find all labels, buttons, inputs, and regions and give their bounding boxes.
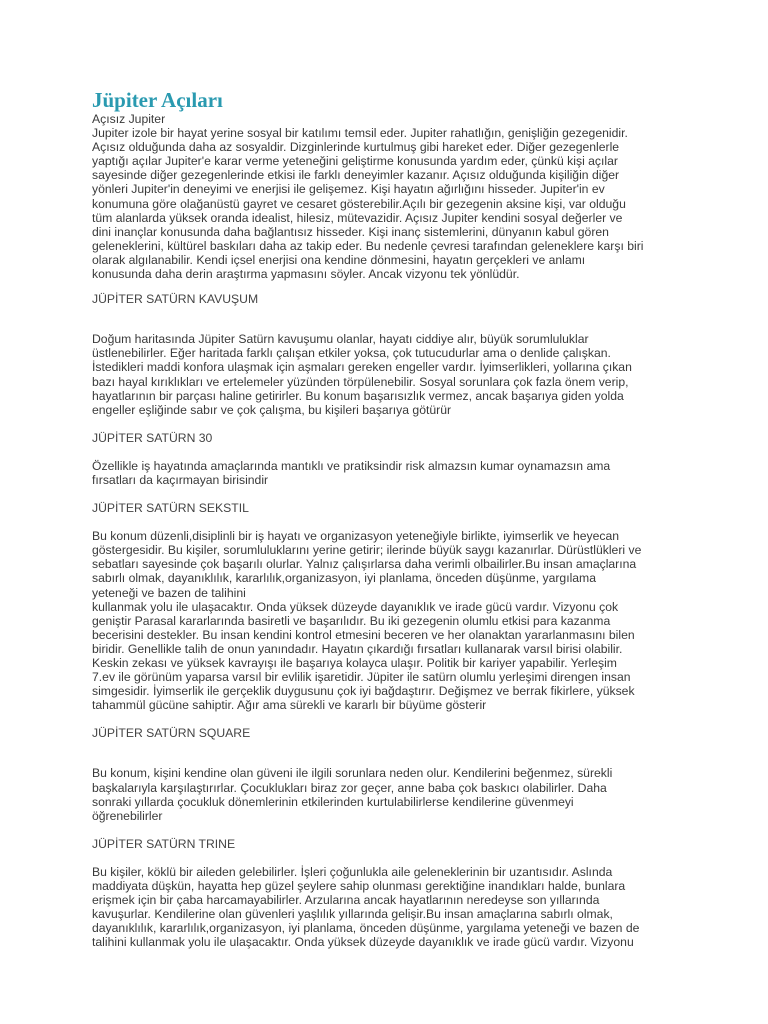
paragraph-line: Bu konum düzenli,disiplinli bir iş hayatı ve organizasyon yeteneğiyle birlikte, iyimserlik ve heyecan [92,529,620,544]
paragraph-line: geleneklerini, kültürel baskıları daha az takip eder. Bu nedenle çevresi tarafından geleneklere karşı biri [92,238,644,253]
paragraph-line: dini inançlar konusunda daha bağlantısız hisseder. Kişi inanç sistemlerini, dünyanın kabul gören [92,224,609,239]
paragraph-line: konumuna göre olağanüstü gayret ve cesaret gösterebilir.Açılı bir gezegenin aksine kişi, var olduğu [92,196,626,211]
paragraph-line: üstlenebilirler. Eğer haritada farklı çalışan etkiler yoksa, çok tutucudurlar ama o denlide çalışkan. [92,346,611,361]
paragraph-line: Özellikle iş hayatında amaçlarında mantıklı ve pratiksindir risk almazsın kumar oynamazsın ama [92,458,611,473]
section-paragraph-sekstil [92,529,672,712]
paragraph-line: başkalarıyla karşılaştırırlar. Çocuklukları biraz zor geçer, anne baba çok baskıcı olabilirler. Daha [92,780,607,795]
paragraph-line: öğrenebilirler [92,808,163,823]
paragraph-line: Doğum haritasında Jüpiter Satürn kavuşumu olanlar, hayatı ciddiye alır, büyük sorumluluklar [92,332,589,347]
paragraph-line: Bu konum, kişini kendine olan güveni ile ilgili sorunlara neden olur. Kendilerini beğenmez, sürekli [92,766,613,781]
paragraph-line: maddiyata düşkün, hayatta hep güzel şeylere sahip olunması gerektiğine inandıkları halde, bunlara [92,879,626,894]
paragraph-line: Keskin zekası ve yüksek kavrayışı ile başarıya kolayca ulaşır. Politik bir kariyer yapabilir. Yerleşim [92,656,617,670]
section-heading-square: JÜPİTER SATÜRN SQUARE [92,726,251,741]
paragraph-line: talihini kullanmak yolu ile ulaşacaktır. Onda yüksek düzeyde dayanıklık ve irade gücü vardır. Vizyonu [92,935,634,950]
paragraph-line: sayesinde diğer gezegenlerinde etkisi ile farklı deneyimler kazanır. Açısız olduğunda kişiliğin diğer [92,168,620,183]
paragraph-line: tahammül gücüne sahiptir. Ağır ama sürekli ve kararlı bir büyüme gösterir [92,698,487,713]
paragraph-line: fırsatları da kaçırmayan birisindir [92,472,269,487]
paragraph-line: biridir. Genellikle talih de onun yanındadır. Hayatın çıkardığı fırsatları kullanarak varsıl birisi olabilir. [92,641,623,656]
paragraph-line: kavuşurlar. Kendilerine olan güvenleri yaşlılık yıllarında gelişir.Bu insan amaçlarına sabırlı olmak, [92,907,613,922]
paragraph-line: yaptığı açılar Jupiter'e karar verme yeteneğini geliştirme konusunda yardım eder, çünkü kişi açılar [92,154,618,169]
section-heading-sekstil: JÜPİTER SATÜRN SEKSTIL [92,501,249,516]
paragraph-line: göstergesidir. Bu kişiler, sorumluluklarını yerine getirir; ilerinde büyük saygı kazanırlar. Dürüstlükleri ve [92,543,642,558]
paragraph-line: 7.ev ile görünüm yaparsa varsıl bir evlilik işaretidir. Jüpiter ile satürn olumlu yerleşimi direngen insan [92,670,631,685]
paragraph-line: hayatlarının bir parçası haline getirirler. Bu konum başarısızlık vermez, ancak başarıya giden yolda [92,388,624,403]
paragraph-line: bazı hayal kırıklıkları ve ertelemeler yüzünden törpülenebilir. Sosyal sorunlara çok fazla önem verip, [92,374,629,389]
paragraph-line: sabırlı olmak, dayanıklılık, kararlılık,organizasyon, iyi planlama, önceden düşünme, yargılama [92,571,596,586]
paragraph-line: dayanıklılık, kararlılık,organizasyon, iyi planlama, önceden düşünme, yargılama yeteneği ve bazen de [92,921,640,936]
intro-paragraph [92,126,672,281]
paragraph-line: sonraki yıllarda çocukluk dönemlerinin etkilerinden kurtulabilirlerse kendilerine güvenmeyi [92,794,574,809]
paragraph-line: konusunda daha derin araştırma yapmasını söyler. Ancak vizyonu tek yönlüdür. [92,267,520,282]
paragraph-line: Açısız olduğunda daha az sosyaldir. Dizginlerinde kurtulmuş gibi hareket eder. Diğer gezegenlerle [92,140,620,155]
paragraph-line: yönleri Jupiter'in deneyimi ve enerjisi ile gelişemez. Kişi hayatın ağırlığını hisseder. Jupiter'in ev [92,182,605,197]
section-paragraph-30 [92,459,672,487]
section-paragraph-square [92,766,672,822]
paragraph-line: engeller eşliğinde sabır ve çok çalışma, bu kişileri başarıya götürür [92,402,452,417]
intro-subtitle: Açısız Jupiter [92,112,166,126]
section-heading-30: JÜPİTER SATÜRN 30 [92,430,213,445]
paragraph-line: Bu kişiler, köklü bir aileden gelebilirler. İşleri çoğunlukla aile geleneklerinin bir uzantısıdır. Aslında [92,864,613,879]
paragraph-line: İstedikleri maddi konfora ulaşmak için aşmaları gereken engeller vardır. İyimserlikleri, yollarına çıkan [92,360,632,375]
paragraph-line: tüm alanlarda yüksek oranda idealist, hilesiz, mütevazidir. Açısız Jupiter kendini sosyal değerler ve [92,210,623,225]
paragraph-line: olarak algılanabilir. Kendi içsel enerjisi ona kendine dönmesini, hayatın gerçekleri ve anlamı [92,252,586,267]
section-paragraph-kavusum [92,332,672,417]
section-heading-trine: JÜPİTER SATÜRN TRINE [92,836,236,851]
paragraph-line: kullanmak yolu ile ulaşacaktır. Onda yüksek düzeyde dayanıklık ve irade gücü vardır. Vizyonu çok [92,599,619,614]
document-title: Jüpiter Açıları [92,88,223,112]
paragraph-line: becerisini destekler. Bu insan kendini kontrol etmesini beceren ve her olanaktan yararlanmasını bilen [92,627,635,642]
paragraph-line: simgesidir. İyimserlik ile gerçeklik duygusunu çok iyi bağdaştırır. Değişmez ve berrak fikirlere, yüksek [92,684,635,699]
paragraph-line: sebatları sayesinde çok başarılı olurlar. Yalnız çalışırlarsa daha verimli olbailirler.Bu insan amaçlarına [92,557,637,572]
paragraph-line: geniştir Parasal kararlarında basiretli ve başarılıdır. Bu iki gezegenin olumlu etkisi para kazanma [92,613,611,628]
document-page [92,88,672,950]
section-paragraph-trine [92,865,672,950]
paragraph-line: yeteneği ve bazen de talihini [92,585,246,600]
paragraph-line: erişmek için bir çaba harcamayabilirler. Arzularına ancak hayatlarının neredeyse son yıllarında [92,893,600,908]
section-heading-kavusum: JÜPİTER SATÜRN KAVUŞUM [92,292,259,307]
paragraph-line: Jupiter izole bir hayat yerine sosyal bir katılımı temsil eder. Jupiter rahatlığın, genişliğin gezegenidir. [92,126,628,141]
